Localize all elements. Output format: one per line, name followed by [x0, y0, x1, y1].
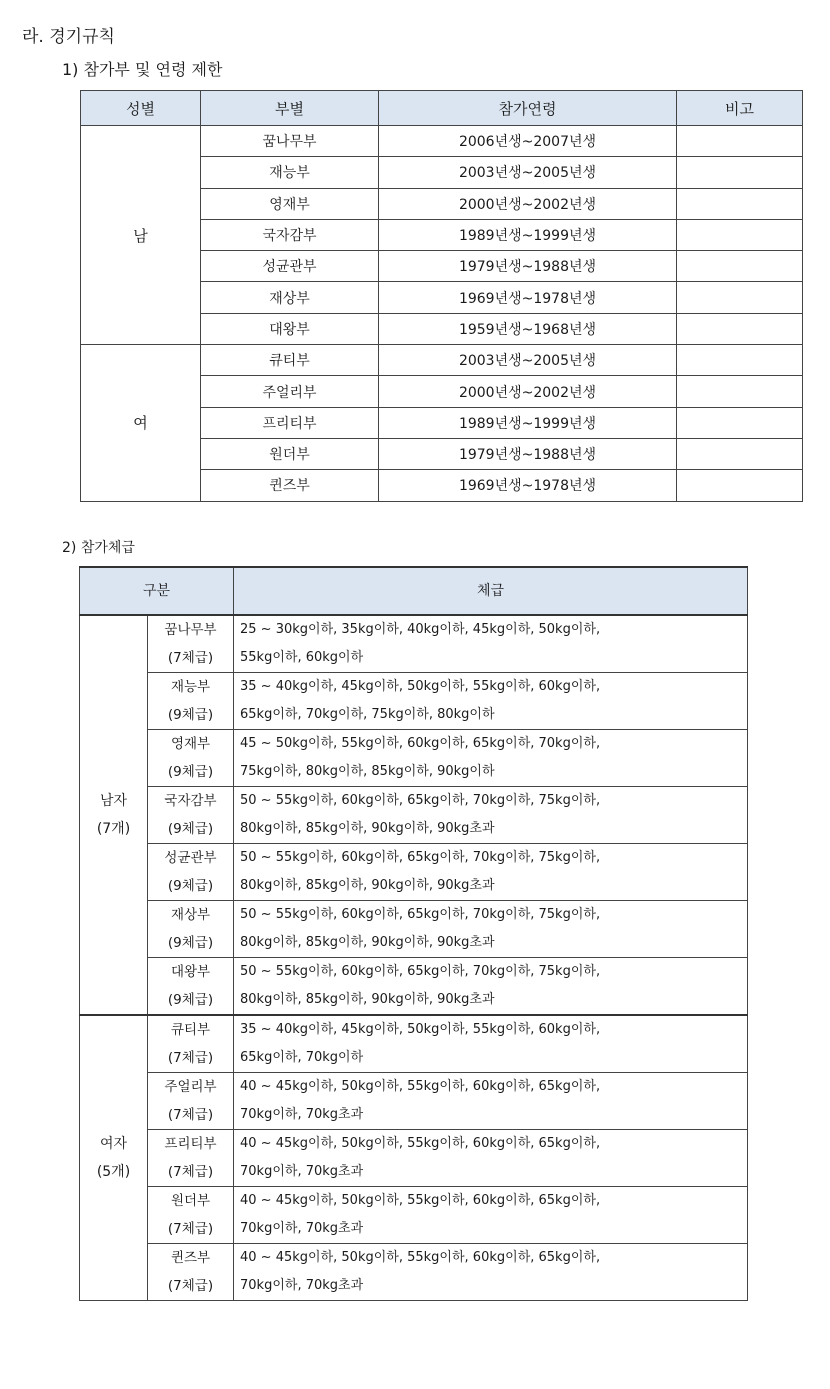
- header-gender: 성별: [81, 91, 201, 126]
- age-range-cell: 2003년생~2005년생: [379, 157, 677, 188]
- age-range-cell: 1989년생~1999년생: [379, 407, 677, 438]
- subsection-age-limit: 1) 참가부 및 연령 제한: [62, 60, 223, 79]
- weight-row: [80, 1015, 748, 1073]
- division-cell: 주얼리부: [201, 376, 379, 407]
- weight-line-2: 80kg이하, 85kg이하, 90kg이하, 90kg초과: [240, 821, 495, 836]
- division-name: 퀸즈부: [170, 1250, 211, 1266]
- header-age: 참가연령: [379, 91, 677, 126]
- weight-row: [80, 1187, 748, 1244]
- division-cell: [148, 1130, 234, 1187]
- note-cell: [677, 376, 803, 407]
- weight-line-2: 65kg이하, 70kg이하, 75kg이하, 80kg이하: [240, 707, 495, 722]
- age-range-cell: 2000년생~2002년생: [379, 188, 677, 219]
- weight-row: [80, 615, 748, 673]
- weight-line-2: 80kg이하, 85kg이하, 90kg이하, 90kg초과: [240, 992, 495, 1007]
- weight-classes-cell: [234, 901, 748, 958]
- division-cell: 영재부: [201, 188, 379, 219]
- note-cell: [677, 407, 803, 438]
- male-group-count: (7개): [96, 821, 131, 837]
- weight-line-2: 70kg이하, 70kg초과: [240, 1221, 364, 1236]
- division-cell: [148, 673, 234, 730]
- weight-line-2: 75kg이하, 80kg이하, 85kg이하, 90kg이하: [240, 764, 495, 779]
- weight-row: [80, 1244, 748, 1301]
- age-range-cell: 1979년생~1988년생: [379, 438, 677, 469]
- division-cell: [148, 730, 234, 787]
- weight-classes-cell: [234, 958, 748, 1016]
- division-cell: 프리티부: [201, 407, 379, 438]
- subsection-weight-classes: 2) 참가체급: [62, 540, 135, 556]
- division-cell: [148, 844, 234, 901]
- weight-table-header-row: [80, 567, 748, 615]
- male-group-cell: [80, 615, 148, 1015]
- division-cell: 재능부: [201, 157, 379, 188]
- weight-line-1: 40 ~ 45kg이하, 50kg이하, 55kg이하, 60kg이하, 65kg이하,: [240, 1193, 601, 1208]
- age-range-cell: 1979년생~1988년생: [379, 251, 677, 282]
- class-count: (7체급): [167, 1221, 214, 1237]
- weight-line-2: 65kg이하, 70kg이하: [240, 1050, 364, 1065]
- age-range-cell: 2006년생~2007년생: [379, 126, 677, 157]
- division-name: 프리티부: [164, 1136, 217, 1152]
- header-division: 부별: [201, 91, 379, 126]
- age-range-cell: 2003년생~2005년생: [379, 345, 677, 376]
- note-cell: [677, 188, 803, 219]
- weight-line-1: 45 ~ 50kg이하, 55kg이하, 60kg이하, 65kg이하, 70kg이하,: [240, 736, 601, 751]
- weight-line-1: 50 ~ 55kg이하, 60kg이하, 65kg이하, 70kg이하, 75kg이하,: [240, 907, 601, 922]
- header-note: 비고: [677, 91, 803, 126]
- weight-line-1: 50 ~ 55kg이하, 60kg이하, 65kg이하, 70kg이하, 75kg이하,: [240, 964, 601, 979]
- division-name: 성균관부: [164, 850, 217, 866]
- note-cell: [677, 470, 803, 501]
- female-gender-cell: 여: [81, 345, 201, 501]
- note-cell: [677, 126, 803, 157]
- weight-line-2: 70kg이하, 70kg초과: [240, 1278, 364, 1293]
- weight-classes-cell: [234, 673, 748, 730]
- note-cell: [677, 313, 803, 344]
- note-cell: [677, 219, 803, 250]
- weight-classes-cell: [234, 787, 748, 844]
- weight-row: [80, 958, 748, 1016]
- class-count: (7체급): [167, 1164, 214, 1180]
- age-limit-table: [80, 90, 803, 502]
- weight-classes-cell: [234, 1130, 748, 1187]
- division-cell: 성균관부: [201, 251, 379, 282]
- weight-line-1: 40 ~ 45kg이하, 50kg이하, 55kg이하, 60kg이하, 65kg이하,: [240, 1250, 601, 1265]
- weight-classes-cell: [234, 730, 748, 787]
- header-weight-class: 체급: [234, 567, 748, 615]
- class-count: (9체급): [167, 878, 214, 894]
- weight-line-1: 50 ~ 55kg이하, 60kg이하, 65kg이하, 70kg이하, 75kg이하,: [240, 793, 601, 808]
- class-count: (9체급): [167, 821, 214, 837]
- weight-classes-cell: [234, 615, 748, 673]
- division-cell: 재상부: [201, 282, 379, 313]
- division-cell: 국자감부: [201, 219, 379, 250]
- division-name: 재상부: [170, 907, 211, 923]
- division-cell: [148, 1187, 234, 1244]
- division-cell: 퀸즈부: [201, 470, 379, 501]
- age-row: [81, 345, 803, 376]
- age-range-cell: 1959년생~1968년생: [379, 313, 677, 344]
- note-cell: [677, 438, 803, 469]
- age-range-cell: 1969년생~1978년생: [379, 282, 677, 313]
- female-group-cell: [80, 1015, 148, 1301]
- class-count: (9체급): [167, 764, 214, 780]
- division-cell: [148, 615, 234, 673]
- division-cell: [148, 958, 234, 1016]
- division-cell: 큐티부: [201, 345, 379, 376]
- age-row: [81, 126, 803, 157]
- weight-line-1: 35 ~ 40kg이하, 45kg이하, 50kg이하, 55kg이하, 60kg이하,: [240, 1022, 601, 1037]
- division-cell: 대왕부: [201, 313, 379, 344]
- note-cell: [677, 251, 803, 282]
- division-cell: [148, 1015, 234, 1073]
- weight-line-2: 80kg이하, 85kg이하, 90kg이하, 90kg초과: [240, 878, 495, 893]
- weight-line-1: 50 ~ 55kg이하, 60kg이하, 65kg이하, 70kg이하, 75kg이하,: [240, 850, 601, 865]
- weight-line-2: 70kg이하, 70kg초과: [240, 1164, 364, 1179]
- weight-row: [80, 730, 748, 787]
- weight-line-2: 55kg이하, 60kg이하: [240, 650, 364, 665]
- division-name: 국자감부: [164, 793, 217, 809]
- weight-classes-cell: [234, 1187, 748, 1244]
- class-count: (7체급): [167, 1107, 214, 1123]
- weight-line-1: 35 ~ 40kg이하, 45kg이하, 50kg이하, 55kg이하, 60kg이하,: [240, 679, 601, 694]
- age-range-cell: 1989년생~1999년생: [379, 219, 677, 250]
- weight-line-1: 40 ~ 45kg이하, 50kg이하, 55kg이하, 60kg이하, 65kg이하,: [240, 1136, 601, 1151]
- weight-classes-cell: [234, 1244, 748, 1301]
- weight-row: [80, 901, 748, 958]
- division-name: 대왕부: [170, 964, 211, 980]
- class-count: (9체급): [167, 992, 214, 1008]
- note-cell: [677, 345, 803, 376]
- weight-row: [80, 1130, 748, 1187]
- note-cell: [677, 282, 803, 313]
- class-count: (9체급): [167, 707, 214, 723]
- weight-line-2: 70kg이하, 70kg초과: [240, 1107, 364, 1122]
- weight-class-table: [79, 566, 748, 1301]
- division-cell: [148, 1244, 234, 1301]
- weight-classes-cell: [234, 1073, 748, 1130]
- female-group-count: (5개): [96, 1164, 131, 1180]
- weight-row: [80, 844, 748, 901]
- male-group-name: 남자: [99, 793, 128, 809]
- division-name: 재능부: [170, 679, 211, 695]
- division-cell: 꿈나무부: [201, 126, 379, 157]
- division-name: 큐티부: [170, 1022, 211, 1038]
- weight-row: [80, 1073, 748, 1130]
- section-title: 라. 경기규칙: [22, 27, 115, 47]
- weight-line-2: 80kg이하, 85kg이하, 90kg이하, 90kg초과: [240, 935, 495, 950]
- division-cell: 원더부: [201, 438, 379, 469]
- class-count: (7체급): [167, 1278, 214, 1294]
- division-name: 꿈나무부: [164, 622, 217, 638]
- division-cell: [148, 787, 234, 844]
- age-table-header-row: [81, 91, 803, 126]
- division-cell: [148, 901, 234, 958]
- weight-row: [80, 787, 748, 844]
- class-count: (7체급): [167, 650, 214, 666]
- division-name: 주얼리부: [164, 1079, 217, 1095]
- note-cell: [677, 157, 803, 188]
- weight-line-1: 25 ~ 30kg이하, 35kg이하, 40kg이하, 45kg이하, 50kg이하,: [240, 622, 601, 637]
- weight-row: [80, 673, 748, 730]
- age-range-cell: 1969년생~1978년생: [379, 470, 677, 501]
- male-gender-cell: 남: [81, 126, 201, 345]
- header-category: 구분: [80, 567, 234, 615]
- female-group-name: 여자: [99, 1136, 128, 1152]
- division-name: 원더부: [170, 1193, 211, 1209]
- division-name: 영재부: [170, 736, 211, 752]
- weight-classes-cell: [234, 844, 748, 901]
- age-range-cell: 2000년생~2002년생: [379, 376, 677, 407]
- class-count: (9체급): [167, 935, 214, 951]
- weight-line-1: 40 ~ 45kg이하, 50kg이하, 55kg이하, 60kg이하, 65kg이하,: [240, 1079, 601, 1094]
- division-cell: [148, 1073, 234, 1130]
- weight-classes-cell: [234, 1015, 748, 1073]
- class-count: (7체급): [167, 1050, 214, 1066]
